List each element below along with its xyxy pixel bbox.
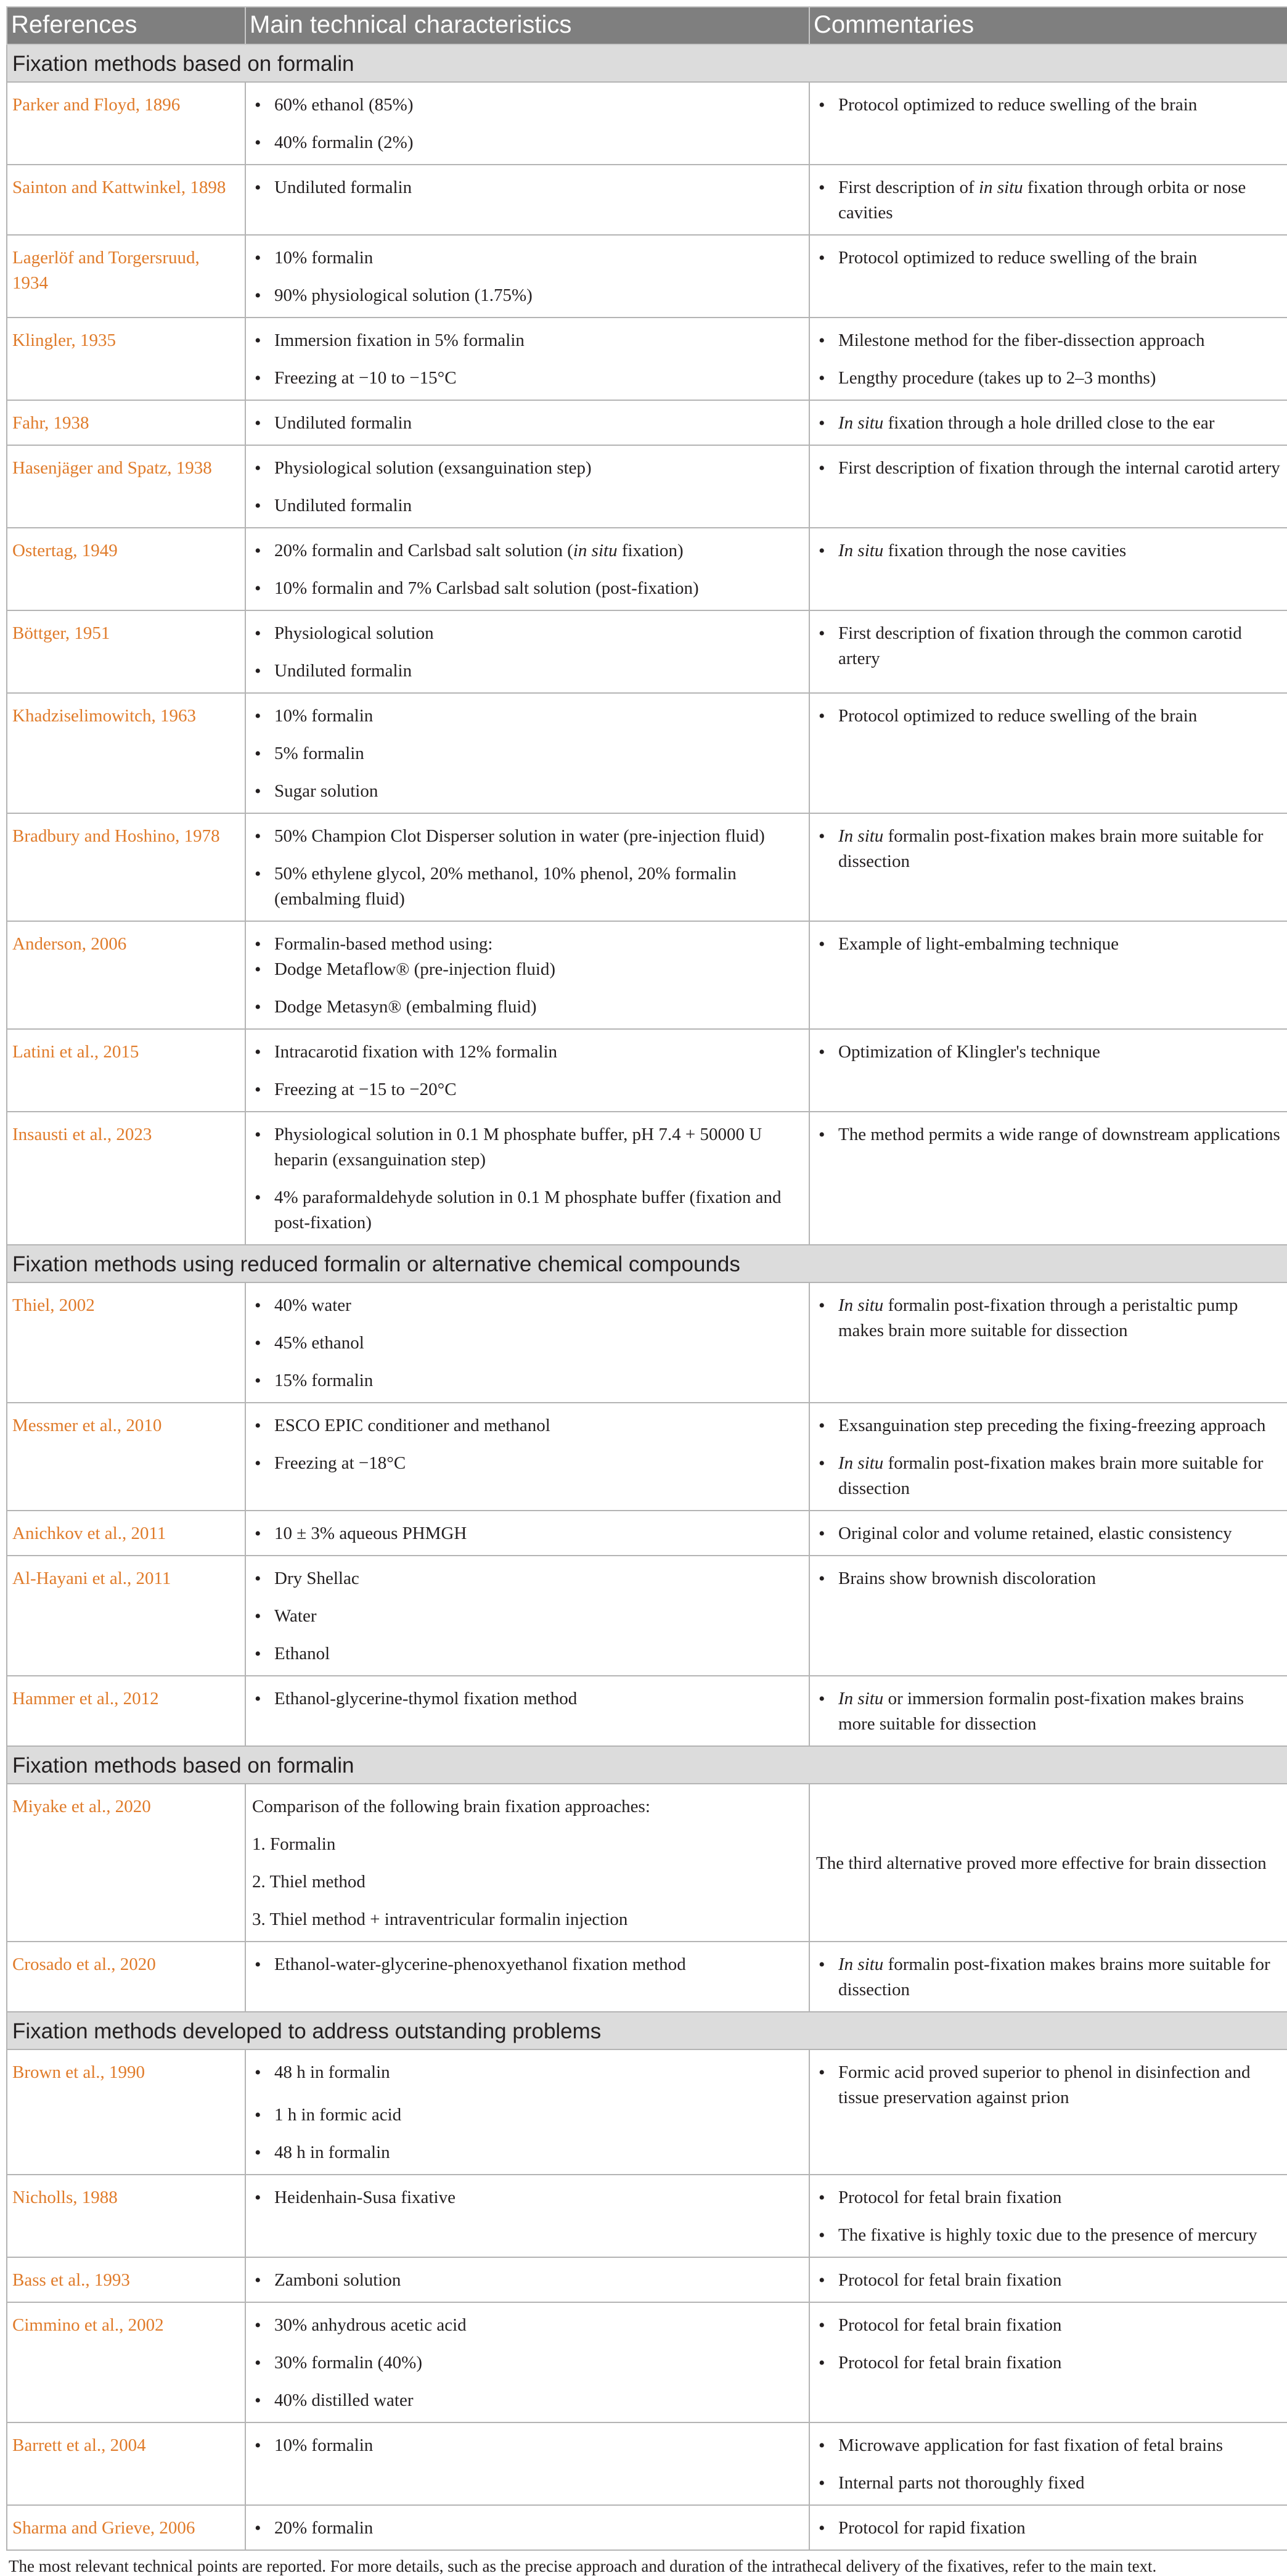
- characteristic-item: • Freezing at −18°C: [252, 1451, 803, 1476]
- characteristic-item: • 20% formalin: [252, 2516, 803, 2541]
- commentary-cell: [809, 1556, 1287, 1676]
- commentary-item: • In situ formalin post-fixation makes brain more suitable for dissection: [816, 824, 1281, 874]
- characteristic-item: • 30% anhydrous acetic acid: [252, 2313, 803, 2338]
- commentary-item: • First description of fixation through the internal carotid artery: [816, 456, 1281, 481]
- commentary-item: • Optimization of Klingler's technique: [816, 1040, 1281, 1065]
- commentary-item: • Protocol optimized to reduce swelling of the brain: [816, 92, 1281, 118]
- characteristic-item: • Zamboni solution: [252, 2268, 803, 2293]
- header-commentaries: Commentaries: [809, 7, 1287, 44]
- characteristics-cell: [245, 1942, 809, 2012]
- characteristic-item: • 50% Champion Clot Disperser solution in water (pre-injection fluid): [252, 824, 803, 849]
- characteristics-cell: [245, 1029, 809, 1112]
- characteristics-cell: [245, 693, 809, 813]
- table-row: [7, 235, 1287, 318]
- commentary-item: • Formic acid proved superior to phenol in disinfection and tissue preservation against prion: [816, 2060, 1281, 2110]
- commentary-item: • Exsanguination step preceding the fixing-freezing approach: [816, 1413, 1281, 1438]
- table-row: [7, 2422, 1287, 2505]
- commentary-cell: [809, 2505, 1287, 2550]
- commentary-cell: [809, 82, 1287, 165]
- characteristic-item: 1. Formalin: [252, 1834, 336, 1854]
- characteristics-cell: [245, 400, 809, 445]
- reference-link[interactable]: Böttger, 1951: [7, 610, 245, 693]
- commentary-item: • Protocol for fetal brain fixation: [816, 2313, 1281, 2338]
- section-header-row: [7, 2012, 1287, 2049]
- commentary-item: • Protocol for fetal brain fixation: [816, 2268, 1281, 2293]
- characteristic-item: • 1 h in formic acid: [252, 2102, 803, 2128]
- characteristic-item: • 48 h in formalin: [252, 2140, 803, 2165]
- commentary-item: • Protocol for rapid fixation: [816, 2516, 1281, 2541]
- commentary-cell: [809, 1676, 1287, 1746]
- commentary-item: • First description of in situ fixation through orbita or nose cavities: [816, 175, 1281, 226]
- commentary-cell: [809, 235, 1287, 318]
- commentary-item: • In situ fixation through a hole drilled close to the ear: [816, 411, 1281, 436]
- characteristics-cell: [245, 1676, 809, 1746]
- table-body: [7, 44, 1287, 2550]
- characteristics-cell: [245, 2422, 809, 2505]
- reference-link[interactable]: Crosado et al., 2020: [7, 1942, 245, 2012]
- characteristic-item: • Water: [252, 1604, 803, 1629]
- table-row: [7, 1029, 1287, 1112]
- commentary-cell: [809, 693, 1287, 813]
- characteristic-item: • 40% formalin (2%): [252, 130, 803, 155]
- commentary-item: • Protocol optimized to reduce swelling of the brain: [816, 703, 1281, 729]
- reference-link[interactable]: Bradbury and Hoshino, 1978: [7, 813, 245, 921]
- characteristics-cell: [245, 2175, 809, 2257]
- table-container: [6, 6, 1287, 2576]
- commentary-cell: [809, 1029, 1287, 1112]
- characteristic-item: • Physiological solution: [252, 621, 803, 646]
- commentary-item: • Protocol for fetal brain fixation: [816, 2350, 1281, 2376]
- characteristic-item: • 10% formalin: [252, 2433, 803, 2458]
- characteristics-cell: [245, 921, 809, 1029]
- characteristic-item: • Ethanol: [252, 1641, 803, 1667]
- commentary-item: • First description of fixation through the common carotid artery: [816, 621, 1281, 671]
- characteristic-item: • 40% water: [252, 1293, 803, 1318]
- section-header-row: [7, 1746, 1287, 1784]
- commentary-item: • Internal parts not thoroughly fixed: [816, 2471, 1281, 2496]
- characteristics-cell: [245, 1403, 809, 1511]
- section-title: Fixation methods developed to address outstanding problems: [7, 2012, 1287, 2049]
- commentary-cell: [809, 2302, 1287, 2422]
- characteristics-cell: [245, 1556, 809, 1676]
- commentary-cell: [809, 2049, 1287, 2175]
- characteristics-cell: [245, 2257, 809, 2302]
- characteristics-cell: [245, 1282, 809, 1403]
- characteristic-item: • Ethanol-water-glycerine-phenoxyethanol fixation method: [252, 1952, 803, 1977]
- table-row: [7, 2175, 1287, 2257]
- section-header-row: [7, 44, 1287, 82]
- commentary-item: • Protocol optimized to reduce swelling of the brain: [816, 245, 1281, 271]
- characteristic-item: • Dodge Metasyn® (embalming fluid): [252, 995, 803, 1020]
- commentary-cell: [809, 1942, 1287, 2012]
- table-row: [7, 1784, 1287, 1942]
- table-row: [7, 1282, 1287, 1403]
- characteristic-item: • 40% distilled water: [252, 2388, 803, 2413]
- characteristics-cell: [245, 1511, 809, 1556]
- table-footnote: The most relevant technical points are reported. For more details, such as the precise approach and duration of the intrathecal delivery of the fixatives, refer to the main text.: [9, 2557, 1157, 2575]
- commentary-cell: [809, 1511, 1287, 1556]
- characteristic-item: • Intracarotid fixation with 12% formalin: [252, 1040, 803, 1065]
- table-row: [7, 1556, 1287, 1676]
- characteristic-item: Comparison of the following brain fixation approaches:: [252, 1797, 650, 1816]
- characteristic-item: • Dodge Metaflow® (pre-injection fluid): [252, 957, 803, 982]
- characteristic-item: • Undiluted formalin: [252, 175, 803, 200]
- characteristics-cell: [245, 813, 809, 921]
- characteristic-item: • Freezing at −10 to −15°C: [252, 366, 803, 391]
- characteristic-item: • Undiluted formalin: [252, 658, 803, 684]
- header-main-technical-characteristics: Main technical characteristics: [245, 7, 809, 44]
- table-row: [7, 1676, 1287, 1746]
- commentary-item: • In situ formalin post-fixation makes brain more suitable for dissection: [816, 1451, 1281, 1501]
- reference-link[interactable]: Nicholls, 1988: [7, 2175, 245, 2257]
- reference-link[interactable]: Klingler, 1935: [7, 318, 245, 400]
- reference-link[interactable]: Hammer et al., 2012: [7, 1676, 245, 1746]
- characteristic-item: • Sugar solution: [252, 779, 803, 804]
- characteristic-item: • Physiological solution in 0.1 M phosphate buffer, pH 7.4 + 50000 U heparin (exsanguination step): [252, 1122, 803, 1173]
- reference-link[interactable]: Ostertag, 1949: [7, 528, 245, 610]
- commentary-cell: [809, 445, 1287, 528]
- reference-link[interactable]: Messmer et al., 2010: [7, 1403, 245, 1511]
- reference-link[interactable]: Al-Hayani et al., 2011: [7, 1556, 245, 1676]
- reference-link[interactable]: Parker and Floyd, 1896: [7, 82, 245, 165]
- commentary-cell: [809, 2175, 1287, 2257]
- characteristics-cell: [245, 318, 809, 400]
- characteristic-item: • Formalin-based method using:: [252, 932, 803, 957]
- characteristic-item: • 10 ± 3% aqueous PHMGH: [252, 1521, 803, 1546]
- characteristic-item: • Physiological solution (exsanguination step): [252, 456, 803, 481]
- reference-link[interactable]: Barrett et al., 2004: [7, 2422, 245, 2505]
- table-row: [7, 82, 1287, 165]
- commentary-cell: [809, 813, 1287, 921]
- table-row: [7, 1511, 1287, 1556]
- characteristics-cell: [245, 82, 809, 165]
- reference-link[interactable]: Thiel, 2002: [7, 1282, 245, 1403]
- commentary-item: • Lengthy procedure (takes up to 2–3 months): [816, 366, 1281, 391]
- fixation-methods-table: [6, 6, 1287, 2551]
- characteristic-item: • ESCO EPIC conditioner and methanol: [252, 1413, 803, 1438]
- commentary-item: • Original color and volume retained, elastic consistency: [816, 1521, 1281, 1546]
- reference-link[interactable]: Latini et al., 2015: [7, 1029, 245, 1112]
- characteristic-item: • Freezing at −15 to −20°C: [252, 1077, 803, 1102]
- characteristic-item: • 48 h in formalin: [252, 2060, 803, 2085]
- table-row: [7, 2049, 1287, 2175]
- characteristics-cell: [245, 528, 809, 610]
- table-row: [7, 528, 1287, 610]
- characteristic-item: • 4% paraformaldehyde solution in 0.1 M phosphate buffer (fixation and post-fixation): [252, 1185, 803, 1236]
- reference-link[interactable]: Insausti et al., 2023: [7, 1112, 245, 1245]
- reference-link[interactable]: Lagerlöf and Torgersruud, 1934: [7, 235, 245, 318]
- characteristic-item: • 90% physiological solution (1.75%): [252, 283, 803, 308]
- table-row: [7, 813, 1287, 921]
- reference-link[interactable]: Miyake et al., 2020: [7, 1784, 245, 1942]
- reference-link[interactable]: Khadziselimowitch, 1963: [7, 693, 245, 813]
- commentary-item: • In situ fixation through the nose cavities: [816, 538, 1281, 564]
- characteristic-item: • 10% formalin: [252, 703, 803, 729]
- commentary-item: • In situ formalin post-fixation makes brains more suitable for dissection: [816, 1952, 1281, 2003]
- commentary-item: • Protocol for fetal brain fixation: [816, 2185, 1281, 2210]
- characteristic-item: • Undiluted formalin: [252, 411, 803, 436]
- table-row: [7, 693, 1287, 813]
- reference-link[interactable]: Sainton and Kattwinkel, 1898: [7, 165, 245, 235]
- commentary-cell: [809, 2422, 1287, 2505]
- characteristic-item: • Immersion fixation in 5% formalin: [252, 328, 803, 353]
- characteristic-item: 2. Thiel method: [252, 1872, 366, 1892]
- characteristics-cell: [245, 2049, 809, 2175]
- commentary-cell: [809, 528, 1287, 610]
- characteristic-item: 3. Thiel method + intraventricular formalin injection: [252, 1909, 628, 1929]
- section-title: Fixation methods based on formalin: [7, 44, 1287, 82]
- reference-link[interactable]: Anichkov et al., 2011: [7, 1511, 245, 1556]
- characteristic-item: • Dry Shellac: [252, 1566, 803, 1591]
- characteristic-item: • 30% formalin (40%): [252, 2350, 803, 2376]
- commentary-cell: [809, 2257, 1287, 2302]
- characteristics-cell: [245, 1112, 809, 1245]
- characteristic-item: • 45% ethanol: [252, 1331, 803, 1356]
- commentary-item: • In situ or immersion formalin post-fixation makes brains more suitable for dissection: [816, 1686, 1281, 1737]
- table-row: [7, 2257, 1287, 2302]
- commentary-cell: [809, 1403, 1287, 1511]
- reference-link[interactable]: Fahr, 1938: [7, 400, 245, 445]
- commentary-cell: [809, 610, 1287, 693]
- commentary-cell: [809, 318, 1287, 400]
- table-row: [7, 400, 1287, 445]
- table-row: [7, 2302, 1287, 2422]
- characteristics-cell: [245, 1784, 809, 1942]
- characteristics-cell: [245, 165, 809, 235]
- reference-link[interactable]: Anderson, 2006: [7, 921, 245, 1029]
- characteristics-cell: [245, 2302, 809, 2422]
- commentary-item: • Microwave application for fast fixation of fetal brains: [816, 2433, 1281, 2458]
- commentary-item: • In situ formalin post-fixation through a peristaltic pump makes brain more suitable for dissection: [816, 1293, 1281, 1343]
- characteristic-item: • 5% formalin: [252, 741, 803, 766]
- characteristics-cell: [245, 445, 809, 528]
- reference-link[interactable]: Hasenjäger and Spatz, 1938: [7, 445, 245, 528]
- commentary-cell: [809, 400, 1287, 445]
- table-row: [7, 1942, 1287, 2012]
- commentary-item: • The fixative is highly toxic due to the presence of mercury: [816, 2223, 1281, 2248]
- table-row: [7, 1403, 1287, 1511]
- section-header-row: [7, 1245, 1287, 1282]
- header-row: [7, 7, 1287, 44]
- table-row: [7, 318, 1287, 400]
- table-row: [7, 165, 1287, 235]
- commentary-cell: [809, 1784, 1287, 1942]
- reference-link[interactable]: Bass et al., 1993: [7, 2257, 245, 2302]
- commentary-item: • The method permits a wide range of downstream applications: [816, 1122, 1281, 1147]
- characteristics-cell: [245, 610, 809, 693]
- table-row: [7, 1112, 1287, 1245]
- characteristic-item: • 15% formalin: [252, 1368, 803, 1393]
- table-row: [7, 445, 1287, 528]
- commentary-item: • Example of light-embalming technique: [816, 932, 1281, 957]
- characteristic-item: • Heidenhain-Susa fixative: [252, 2185, 803, 2210]
- commentary-cell: [809, 1112, 1287, 1245]
- commentary-item: • Brains show brownish discoloration: [816, 1566, 1281, 1591]
- commentary-cell: [809, 165, 1287, 235]
- characteristic-item: • 60% ethanol (85%): [252, 92, 803, 118]
- section-title: Fixation methods using reduced formalin or alternative chemical compounds: [7, 1245, 1287, 1282]
- characteristic-item: • 10% formalin and 7% Carlsbad salt solution (post-fixation): [252, 576, 803, 601]
- section-title: Fixation methods based on formalin: [7, 1746, 1287, 1784]
- characteristic-item: • Ethanol-glycerine-thymol fixation method: [252, 1686, 803, 1712]
- commentary-item: The third alternative proved more effective for brain dissection: [816, 1853, 1267, 1873]
- characteristic-item: • Undiluted formalin: [252, 493, 803, 519]
- characteristics-cell: [245, 2505, 809, 2550]
- characteristic-item: • 10% formalin: [252, 245, 803, 271]
- reference-link[interactable]: Cimmino et al., 2002: [7, 2302, 245, 2422]
- table-row: [7, 610, 1287, 693]
- header-references: References: [7, 7, 245, 44]
- characteristic-item: • 50% ethylene glycol, 20% methanol, 10% phenol, 20% formalin (embalming fluid): [252, 861, 803, 912]
- commentary-cell: [809, 921, 1287, 1029]
- characteristics-cell: [245, 235, 809, 318]
- commentary-cell: [809, 1282, 1287, 1403]
- reference-link[interactable]: Sharma and Grieve, 2006: [7, 2505, 245, 2550]
- reference-link[interactable]: Brown et al., 1990: [7, 2049, 245, 2175]
- table-row: [7, 2505, 1287, 2550]
- commentary-item: • Milestone method for the fiber-dissection approach: [816, 328, 1281, 353]
- table-row: [7, 921, 1287, 1029]
- characteristic-item: • 20% formalin and Carlsbad salt solution (in situ fixation): [252, 538, 803, 564]
